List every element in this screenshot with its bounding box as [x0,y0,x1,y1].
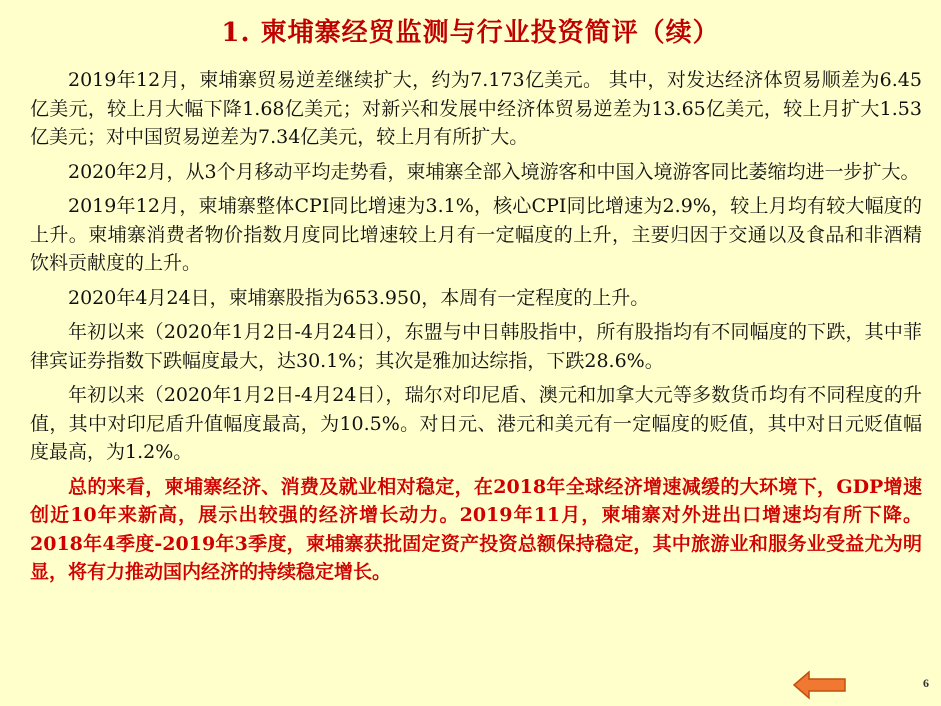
paragraph-stock-index: 2020年4月24日，柬埔寨股指为653.950，本周有一定程度的上升。 [68,286,650,309]
paragraph-tourism: 2020年2月，从3个月移动平均走势看，柬埔寨全部入境游客和中国入境游客同比萎缩均进一步扩大。 [68,160,920,183]
paragraph-regional-stocks: 年初以来（2020年1月2日-4月24日），东盟与中日韩股指中，所有股指均有不同幅度的下跌，其中菲律宾证券指数下跌幅度最大，达30.1%；其次是雅加达综指，下跌28.6%。 [30,321,922,372]
paragraph-summary: 总的来看，柬埔寨经济、消费及就业相对稳定，在2018年全球经济增速减缓的大环境下，GDP增速创近10年来新高，展示出较强的经济增长动力。2019年11月，柬埔寨对外进出口增速均有所下降。2018年4季度-2019年3季度，柬埔寨获批固定资产投资总额保持稳定，其中旅游业和服务业受益尤为明显，将有力推动国内经济的持续稳定增长。 [30,475,922,583]
slide-body [30,66,922,593]
paragraph-currency: 年初以来（2020年1月2日-4月24日），瑞尔对印尼盾、澳元和加拿大元等多数货币均有不同程度的升值，其中对印尼盾升值幅度最高，为10.5%。对日元、港元和美元有一定幅度的贬值，其中对日元贬值幅度最高，为1.2%。 [30,384,922,463]
slide-title: 1. 柬埔寨经贸监测与行业投资简评（续） [221,18,720,48]
paragraph-cpi: 2019年12月，柬埔寨整体CPI同比增速为3.1%，核心CPI同比增速为2.9%，较上月均有较大幅度的上升。柬埔寨消费者物价指数月度同比增速较上月有一定幅度的上升，主要归因于交通以及食品和非酒精饮料贡献度的上升。 [30,195,922,274]
page-number: 6 [923,676,929,690]
back-arrow-icon[interactable] [793,670,847,700]
back-arrow-shape [793,670,847,700]
paragraph-trade-balance: 2019年12月，柬埔寨贸易逆差继续扩大，约为7.173亿美元。 其中，对发达经济体贸易顺差为6.45亿美元，较上月大幅下降1.68亿美元；对新兴和发展中经济体贸易逆差为13.65亿美元，较上月扩大1.53亿美元；对中国贸易逆差为7.34亿美元，较上月有所扩大。 [30,69,922,148]
